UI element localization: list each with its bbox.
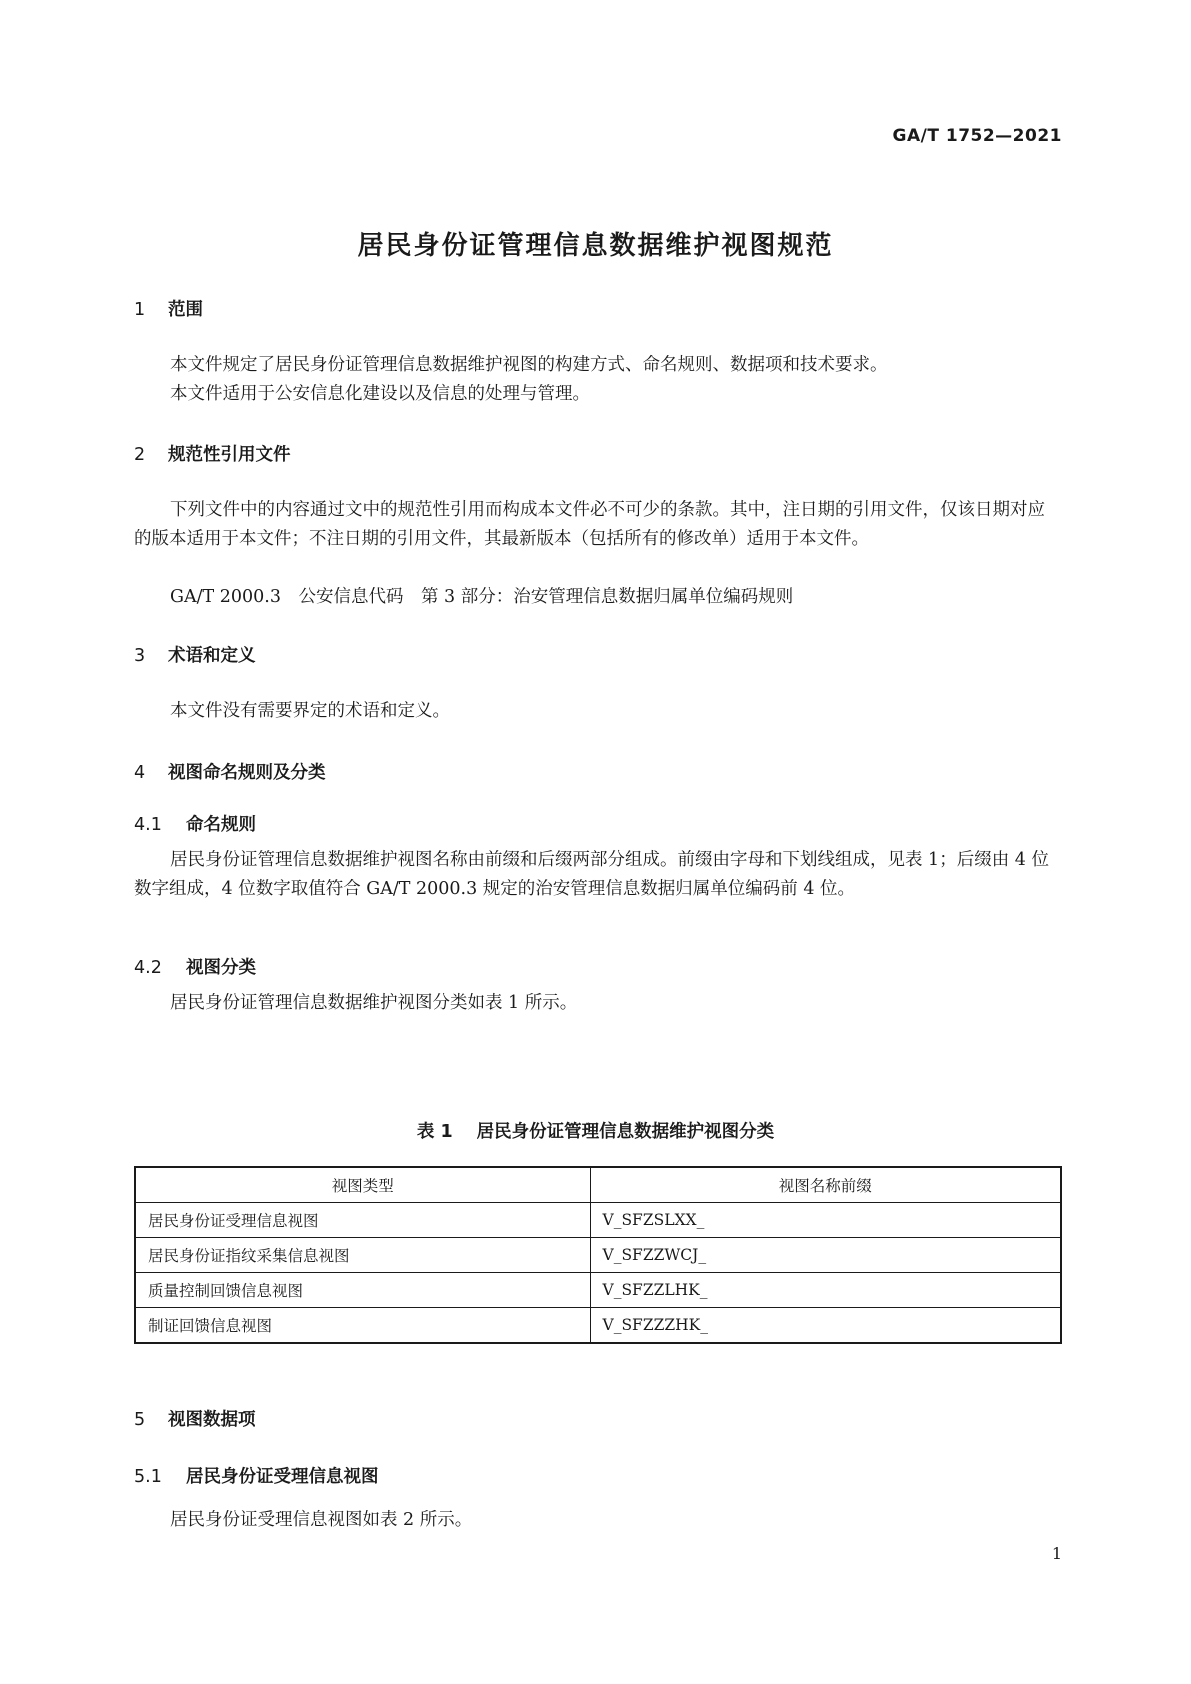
table-row bbox=[135, 1308, 1061, 1344]
column-header-view-type: 视图类型 bbox=[135, 1167, 590, 1203]
section-title: 命名规则 bbox=[186, 815, 256, 835]
paragraph-text: 居民身份证管理信息数据维护视图分类如表 1 所示。 bbox=[170, 993, 578, 1013]
section-title: 范围 bbox=[168, 300, 203, 320]
section-title: 规范性引用文件 bbox=[168, 445, 291, 465]
table-row bbox=[135, 1238, 1061, 1273]
table-caption-text: 居民身份证管理信息数据维护视图分类 bbox=[476, 1122, 775, 1142]
section-number: 4 bbox=[134, 763, 146, 783]
section-title: 视图数据项 bbox=[168, 1410, 256, 1430]
section-2-paragraph-1 bbox=[134, 496, 1062, 554]
paragraph-text: 本文件没有需要界定的术语和定义。 bbox=[170, 701, 450, 721]
section-1-paragraph-2 bbox=[134, 380, 1062, 409]
view-type-cell: 制证回馈信息视图 bbox=[135, 1308, 590, 1344]
view-prefix-cell: V_SFZZZHK_ bbox=[590, 1308, 1061, 1344]
table-header-row bbox=[135, 1167, 1061, 1203]
section-4-heading bbox=[134, 759, 326, 784]
paragraph-text: 居民身份证管理信息数据维护视图名称由前缀和后缀两部分组成。前缀由字母和下划线组成，见表 1；后缀由 4 位数字组成，4 位数字取值符合 GA/T 2000.3 规定的治安管理信息数据归属单位编码前 4 位。 bbox=[134, 850, 1049, 899]
table-row bbox=[135, 1203, 1061, 1238]
table-label: 表 1 bbox=[416, 1122, 453, 1142]
view-prefix-cell: V_SFZZLHK_ bbox=[590, 1273, 1061, 1308]
paragraph-text: 本文件适用于公安信息化建设以及信息的处理与管理。 bbox=[170, 384, 590, 404]
section-4-2-paragraph-1 bbox=[134, 989, 1062, 1018]
paragraph-text: 本文件规定了居民身份证管理信息数据维护视图的构建方式、命名规则、数据项和技术要求。 bbox=[170, 355, 888, 375]
section-4-1-heading bbox=[134, 811, 256, 836]
view-prefix-cell: V_SFZSLXX_ bbox=[590, 1203, 1061, 1238]
section-number: 5 bbox=[134, 1410, 146, 1430]
section-title: 视图分类 bbox=[186, 958, 256, 978]
section-3-heading bbox=[134, 642, 256, 667]
section-5-1-paragraph-1 bbox=[134, 1506, 1062, 1535]
view-type-cell: 居民身份证指纹采集信息视图 bbox=[135, 1238, 590, 1273]
section-title: 视图命名规则及分类 bbox=[168, 763, 326, 783]
section-4-1-paragraph-1 bbox=[134, 846, 1062, 904]
section-title: 居民身份证受理信息视图 bbox=[186, 1467, 379, 1487]
section-1-paragraph-1 bbox=[134, 351, 1062, 380]
column-header-view-prefix: 视图名称前缀 bbox=[590, 1167, 1061, 1203]
reference-text: GA/T 2000.3 公安信息代码 第 3 部分：治安管理信息数据归属单位编码规则 bbox=[170, 587, 794, 607]
section-title: 术语和定义 bbox=[168, 646, 256, 666]
section-number: 5.1 bbox=[134, 1467, 162, 1487]
section-1-heading bbox=[134, 296, 203, 321]
normative-reference bbox=[134, 583, 1062, 612]
document-title: 居民身份证管理信息数据维护视图规范 bbox=[357, 231, 834, 261]
view-classification-table bbox=[134, 1166, 1062, 1344]
section-number: 3 bbox=[134, 646, 146, 666]
section-5-1-heading bbox=[134, 1463, 379, 1488]
view-prefix-cell: V_SFZZWCJ_ bbox=[590, 1238, 1061, 1273]
table-1-caption bbox=[0, 1118, 1191, 1143]
view-type-cell: 质量控制回馈信息视图 bbox=[135, 1273, 590, 1308]
section-2-heading bbox=[134, 441, 291, 466]
page-number: 1 bbox=[1051, 1544, 1062, 1563]
paragraph-text: 下列文件中的内容通过文中的规范性引用而构成本文件必不可少的条款。其中，注日期的引用文件，仅该日期对应的版本适用于本文件；不注日期的引用文件，其最新版本（包括所有的修改单）适用于本文件。 bbox=[134, 500, 1045, 549]
view-type-cell: 居民身份证受理信息视图 bbox=[135, 1203, 590, 1238]
table-row bbox=[135, 1273, 1061, 1308]
section-number: 4.1 bbox=[134, 815, 162, 835]
section-5-heading bbox=[134, 1406, 256, 1431]
section-number: 1 bbox=[134, 300, 146, 320]
section-number: 4.2 bbox=[134, 958, 162, 978]
standard-code: GA/T 1752—2021 bbox=[892, 126, 1062, 146]
paragraph-text: 居民身份证受理信息视图如表 2 所示。 bbox=[170, 1510, 473, 1530]
section-3-paragraph-1 bbox=[134, 697, 1062, 726]
section-number: 2 bbox=[134, 445, 146, 465]
section-4-2-heading bbox=[134, 954, 256, 979]
